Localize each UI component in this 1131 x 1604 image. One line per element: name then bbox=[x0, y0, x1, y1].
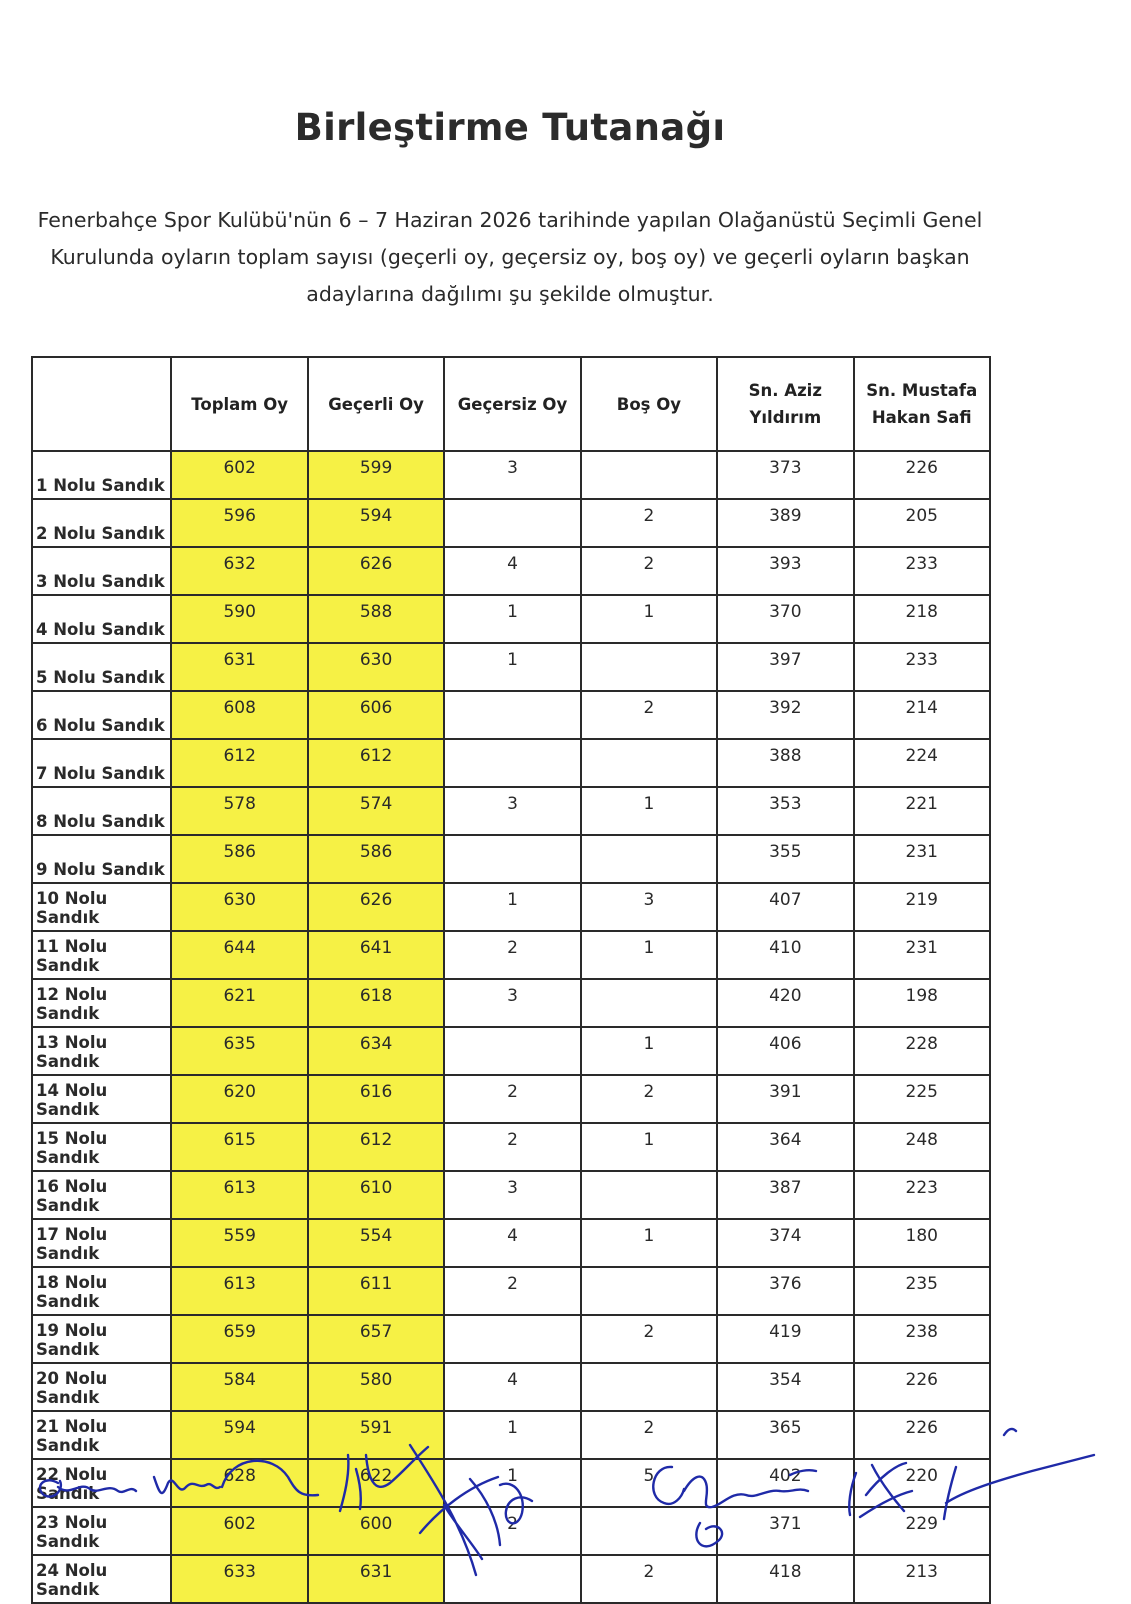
mustafa-hakan-safi-cell: 225 bbox=[854, 1075, 991, 1123]
gecersiz-oy-cell: 4 bbox=[444, 547, 580, 595]
gecerli-oy-cell: 594 bbox=[308, 499, 444, 547]
document-title: Birleştirme Tutanağı bbox=[294, 106, 726, 149]
mustafa-hakan-safi-cell: 223 bbox=[854, 1171, 991, 1219]
bos-oy-cell: 2 bbox=[581, 1555, 717, 1603]
gecerli-oy-cell: 634 bbox=[308, 1027, 444, 1075]
aziz-yildirim-cell: 407 bbox=[717, 883, 853, 931]
toplam-oy-cell: 620 bbox=[171, 1075, 307, 1123]
gecerli-oy-cell: 606 bbox=[308, 691, 444, 739]
gecersiz-oy-cell bbox=[444, 1315, 580, 1363]
mustafa-hakan-safi-cell: 198 bbox=[854, 979, 991, 1027]
mustafa-hakan-safi-cell: 231 bbox=[854, 931, 991, 979]
row-label: 19 Nolu Sandık bbox=[32, 1315, 171, 1363]
table-row bbox=[32, 1219, 990, 1267]
row-label: 20 Nolu Sandık bbox=[32, 1363, 171, 1411]
toplam-oy-cell: 631 bbox=[171, 643, 307, 691]
gecersiz-oy-cell bbox=[444, 835, 580, 883]
toplam-oy-cell: 615 bbox=[171, 1123, 307, 1171]
aziz-yildirim-cell: 388 bbox=[717, 739, 853, 787]
aziz-yildirim-cell: 354 bbox=[717, 1363, 853, 1411]
results-table bbox=[31, 356, 991, 1604]
toplam-oy-cell: 659 bbox=[171, 1315, 307, 1363]
bos-oy-cell bbox=[581, 1171, 717, 1219]
row-label: 10 Nolu Sandık bbox=[32, 883, 171, 931]
gecersiz-oy-cell: 2 bbox=[444, 1123, 580, 1171]
bos-oy-cell: 2 bbox=[581, 499, 717, 547]
table-row bbox=[32, 547, 990, 595]
table-row bbox=[32, 499, 990, 547]
row-label: 9 Nolu Sandık bbox=[32, 835, 171, 883]
gecersiz-oy-cell: 1 bbox=[444, 883, 580, 931]
toplam-oy-cell: 613 bbox=[171, 1171, 307, 1219]
toplam-oy-cell: 559 bbox=[171, 1219, 307, 1267]
bos-oy-cell: 2 bbox=[581, 1075, 717, 1123]
bos-oy-cell: 1 bbox=[581, 1219, 717, 1267]
toplam-oy-cell: 586 bbox=[171, 835, 307, 883]
toplam-oy-cell: 644 bbox=[171, 931, 307, 979]
toplam-oy-cell: 628 bbox=[171, 1459, 307, 1507]
table-row bbox=[32, 643, 990, 691]
row-label: 15 Nolu Sandık bbox=[32, 1123, 171, 1171]
toplam-oy-cell: 596 bbox=[171, 499, 307, 547]
gecersiz-oy-cell: 1 bbox=[444, 1459, 580, 1507]
bos-oy-cell: 1 bbox=[581, 787, 717, 835]
gecerli-oy-cell: 626 bbox=[308, 547, 444, 595]
row-label: 16 Nolu Sandık bbox=[32, 1171, 171, 1219]
gecersiz-oy-cell: 2 bbox=[444, 1267, 580, 1315]
signature-4 bbox=[849, 1429, 1094, 1519]
gecersiz-oy-cell bbox=[444, 739, 580, 787]
table-row bbox=[32, 691, 990, 739]
gecerli-oy-cell: 599 bbox=[308, 451, 444, 499]
mustafa-hakan-safi-cell: 214 bbox=[854, 691, 991, 739]
aziz-yildirim-cell: 393 bbox=[717, 547, 853, 595]
gecerli-oy-cell: 610 bbox=[308, 1171, 444, 1219]
aziz-yildirim-cell: 402 bbox=[717, 1459, 853, 1507]
mustafa-hakan-safi-cell: 218 bbox=[854, 595, 991, 643]
aziz-yildirim-cell: 389 bbox=[717, 499, 853, 547]
toplam-oy-cell: 635 bbox=[171, 1027, 307, 1075]
aziz-yildirim-cell: 420 bbox=[717, 979, 853, 1027]
gecerli-oy-cell: 641 bbox=[308, 931, 444, 979]
gecersiz-oy-cell: 3 bbox=[444, 451, 580, 499]
table-row bbox=[32, 883, 990, 931]
gecerli-oy-cell: 580 bbox=[308, 1363, 444, 1411]
gecerli-oy-cell: 588 bbox=[308, 595, 444, 643]
mustafa-hakan-safi-cell: 220 bbox=[854, 1459, 991, 1507]
signature-2 bbox=[340, 1445, 532, 1575]
header-toplam-oy: Toplam Oy bbox=[171, 357, 307, 451]
aziz-yildirim-cell: 373 bbox=[717, 451, 853, 499]
row-label: 24 Nolu Sandık bbox=[32, 1555, 171, 1603]
header-corner bbox=[32, 357, 171, 451]
gecerli-oy-cell: 611 bbox=[308, 1267, 444, 1315]
row-label: 12 Nolu Sandık bbox=[32, 979, 171, 1027]
row-label: 4 Nolu Sandık bbox=[32, 595, 171, 643]
header-bos-oy: Boş Oy bbox=[581, 357, 717, 451]
bos-oy-cell: 1 bbox=[581, 931, 717, 979]
gecersiz-oy-cell bbox=[444, 1027, 580, 1075]
mustafa-hakan-safi-cell: 226 bbox=[854, 1363, 991, 1411]
gecerli-oy-cell: 586 bbox=[308, 835, 444, 883]
gecerli-oy-cell: 631 bbox=[308, 1555, 444, 1603]
gecersiz-oy-cell: 3 bbox=[444, 787, 580, 835]
table-row bbox=[32, 1123, 990, 1171]
row-label: 11 Nolu Sandık bbox=[32, 931, 171, 979]
toplam-oy-cell: 632 bbox=[171, 547, 307, 595]
gecersiz-oy-cell bbox=[444, 499, 580, 547]
bos-oy-cell bbox=[581, 451, 717, 499]
gecersiz-oy-cell: 2 bbox=[444, 1507, 580, 1555]
bos-oy-cell: 1 bbox=[581, 1027, 717, 1075]
toplam-oy-cell: 630 bbox=[171, 883, 307, 931]
intro-paragraph: Fenerbahçe Spor Kulübü'nün 6 – 7 Haziran 2026 tarihinde yapılan Olağanüstü Seçimli Genel Kurulunda oyların toplam sayısı (geçerli oy, geçersiz oy, boş oy) ve geçerli oyların başkan adaylarına dağılımı şu şekilde olmuştur. bbox=[37, 208, 983, 306]
toplam-oy-cell: 590 bbox=[171, 595, 307, 643]
bos-oy-cell: 1 bbox=[581, 1123, 717, 1171]
bos-oy-cell: 2 bbox=[581, 691, 717, 739]
bos-oy-cell bbox=[581, 835, 717, 883]
mustafa-hakan-safi-cell: 221 bbox=[854, 787, 991, 835]
aziz-yildirim-cell: 376 bbox=[717, 1267, 853, 1315]
row-label: 7 Nolu Sandık bbox=[32, 739, 171, 787]
aziz-yildirim-cell: 410 bbox=[717, 931, 853, 979]
mustafa-hakan-safi-cell: 238 bbox=[854, 1315, 991, 1363]
toplam-oy-cell: 602 bbox=[171, 1507, 307, 1555]
bos-oy-cell: 2 bbox=[581, 547, 717, 595]
bos-oy-cell: 2 bbox=[581, 1411, 717, 1459]
gecersiz-oy-cell: 3 bbox=[444, 1171, 580, 1219]
header-mustafa-hakan-safi: Sn. Mustafa Hakan Safi bbox=[854, 357, 991, 451]
gecerli-oy-cell: 591 bbox=[308, 1411, 444, 1459]
gecerli-oy-cell: 618 bbox=[308, 979, 444, 1027]
signature-1 bbox=[40, 1461, 318, 1497]
table-row bbox=[32, 979, 990, 1027]
row-label: 22 Nolu Sandık bbox=[32, 1459, 171, 1507]
toplam-oy-cell: 612 bbox=[171, 739, 307, 787]
mustafa-hakan-safi-cell: 231 bbox=[854, 835, 991, 883]
table-row bbox=[32, 787, 990, 835]
gecerli-oy-cell: 600 bbox=[308, 1507, 444, 1555]
gecersiz-oy-cell: 4 bbox=[444, 1363, 580, 1411]
table-row bbox=[32, 931, 990, 979]
mustafa-hakan-safi-cell: 224 bbox=[854, 739, 991, 787]
row-label: 6 Nolu Sandık bbox=[32, 691, 171, 739]
aziz-yildirim-cell: 392 bbox=[717, 691, 853, 739]
gecerli-oy-cell: 630 bbox=[308, 643, 444, 691]
table-row bbox=[32, 739, 990, 787]
aziz-yildirim-cell: 374 bbox=[717, 1219, 853, 1267]
bos-oy-cell: 3 bbox=[581, 883, 717, 931]
header-gecerli-oy: Geçerli Oy bbox=[308, 357, 444, 451]
aziz-yildirim-cell: 370 bbox=[717, 595, 853, 643]
gecerli-oy-cell: 616 bbox=[308, 1075, 444, 1123]
row-label: 18 Nolu Sandık bbox=[32, 1267, 171, 1315]
toplam-oy-cell: 608 bbox=[171, 691, 307, 739]
mustafa-hakan-safi-cell: 213 bbox=[854, 1555, 991, 1603]
toplam-oy-cell: 584 bbox=[171, 1363, 307, 1411]
table-row bbox=[32, 835, 990, 883]
mustafa-hakan-safi-cell: 235 bbox=[854, 1267, 991, 1315]
bos-oy-cell bbox=[581, 979, 717, 1027]
aziz-yildirim-cell: 364 bbox=[717, 1123, 853, 1171]
row-label: 8 Nolu Sandık bbox=[32, 787, 171, 835]
table-row bbox=[32, 451, 990, 499]
aziz-yildirim-cell: 365 bbox=[717, 1411, 853, 1459]
bos-oy-cell bbox=[581, 1267, 717, 1315]
gecersiz-oy-cell bbox=[444, 691, 580, 739]
bos-oy-cell: 5 bbox=[581, 1459, 717, 1507]
header-gecersiz-oy: Geçersiz Oy bbox=[444, 357, 580, 451]
row-label: 5 Nolu Sandık bbox=[32, 643, 171, 691]
gecersiz-oy-cell: 1 bbox=[444, 643, 580, 691]
gecersiz-oy-cell: 1 bbox=[444, 1411, 580, 1459]
mustafa-hakan-safi-cell: 205 bbox=[854, 499, 991, 547]
table-row bbox=[32, 1027, 990, 1075]
mustafa-hakan-safi-cell: 219 bbox=[854, 883, 991, 931]
toplam-oy-cell: 633 bbox=[171, 1555, 307, 1603]
signatures bbox=[0, 1425, 1131, 1590]
row-label: 2 Nolu Sandık bbox=[32, 499, 171, 547]
mustafa-hakan-safi-cell: 226 bbox=[854, 1411, 991, 1459]
header-aziz-yildirim: Sn. Aziz Yıldırım bbox=[717, 357, 853, 451]
gecerli-oy-cell: 626 bbox=[308, 883, 444, 931]
bos-oy-cell: 2 bbox=[581, 1315, 717, 1363]
aziz-yildirim-cell: 419 bbox=[717, 1315, 853, 1363]
mustafa-hakan-safi-cell: 233 bbox=[854, 643, 991, 691]
aziz-yildirim-cell: 418 bbox=[717, 1555, 853, 1603]
bos-oy-cell: 1 bbox=[581, 595, 717, 643]
signature-3 bbox=[653, 1467, 816, 1546]
aziz-yildirim-cell: 391 bbox=[717, 1075, 853, 1123]
row-label: 13 Nolu Sandık bbox=[32, 1027, 171, 1075]
row-label: 1 Nolu Sandık bbox=[32, 451, 171, 499]
mustafa-hakan-safi-cell: 233 bbox=[854, 547, 991, 595]
row-label: 14 Nolu Sandık bbox=[32, 1075, 171, 1123]
gecerli-oy-cell: 554 bbox=[308, 1219, 444, 1267]
toplam-oy-cell: 594 bbox=[171, 1411, 307, 1459]
row-label: 23 Nolu Sandık bbox=[32, 1507, 171, 1555]
row-label: 3 Nolu Sandık bbox=[32, 547, 171, 595]
toplam-oy-cell: 602 bbox=[171, 451, 307, 499]
table-row bbox=[32, 1315, 990, 1363]
mustafa-hakan-safi-cell: 226 bbox=[854, 451, 991, 499]
gecerli-oy-cell: 612 bbox=[308, 739, 444, 787]
gecersiz-oy-cell: 1 bbox=[444, 595, 580, 643]
table-row bbox=[32, 1171, 990, 1219]
table-row bbox=[32, 1075, 990, 1123]
row-label: 21 Nolu Sandık bbox=[32, 1411, 171, 1459]
gecersiz-oy-cell: 2 bbox=[444, 931, 580, 979]
toplam-oy-cell: 613 bbox=[171, 1267, 307, 1315]
mustafa-hakan-safi-cell: 248 bbox=[854, 1123, 991, 1171]
aziz-yildirim-cell: 406 bbox=[717, 1027, 853, 1075]
gecerli-oy-cell: 622 bbox=[308, 1459, 444, 1507]
aziz-yildirim-cell: 387 bbox=[717, 1171, 853, 1219]
bos-oy-cell bbox=[581, 643, 717, 691]
gecersiz-oy-cell: 3 bbox=[444, 979, 580, 1027]
aziz-yildirim-cell: 355 bbox=[717, 835, 853, 883]
mustafa-hakan-safi-cell: 180 bbox=[854, 1219, 991, 1267]
mustafa-hakan-safi-cell: 228 bbox=[854, 1027, 991, 1075]
table-row bbox=[32, 595, 990, 643]
toplam-oy-cell: 621 bbox=[171, 979, 307, 1027]
gecersiz-oy-cell: 4 bbox=[444, 1219, 580, 1267]
table-row bbox=[32, 1363, 990, 1411]
bos-oy-cell bbox=[581, 1363, 717, 1411]
aziz-yildirim-cell: 397 bbox=[717, 643, 853, 691]
toplam-oy-cell: 578 bbox=[171, 787, 307, 835]
bos-oy-cell bbox=[581, 739, 717, 787]
row-label: 17 Nolu Sandık bbox=[32, 1219, 171, 1267]
gecersiz-oy-cell: 2 bbox=[444, 1075, 580, 1123]
aziz-yildirim-cell: 353 bbox=[717, 787, 853, 835]
table-row bbox=[32, 1267, 990, 1315]
mustafa-hakan-safi-cell: 229 bbox=[854, 1507, 991, 1555]
gecerli-oy-cell: 657 bbox=[308, 1315, 444, 1363]
gecerli-oy-cell: 574 bbox=[308, 787, 444, 835]
table-header-row bbox=[32, 357, 990, 451]
gecerli-oy-cell: 612 bbox=[308, 1123, 444, 1171]
aziz-yildirim-cell: 371 bbox=[717, 1507, 853, 1555]
